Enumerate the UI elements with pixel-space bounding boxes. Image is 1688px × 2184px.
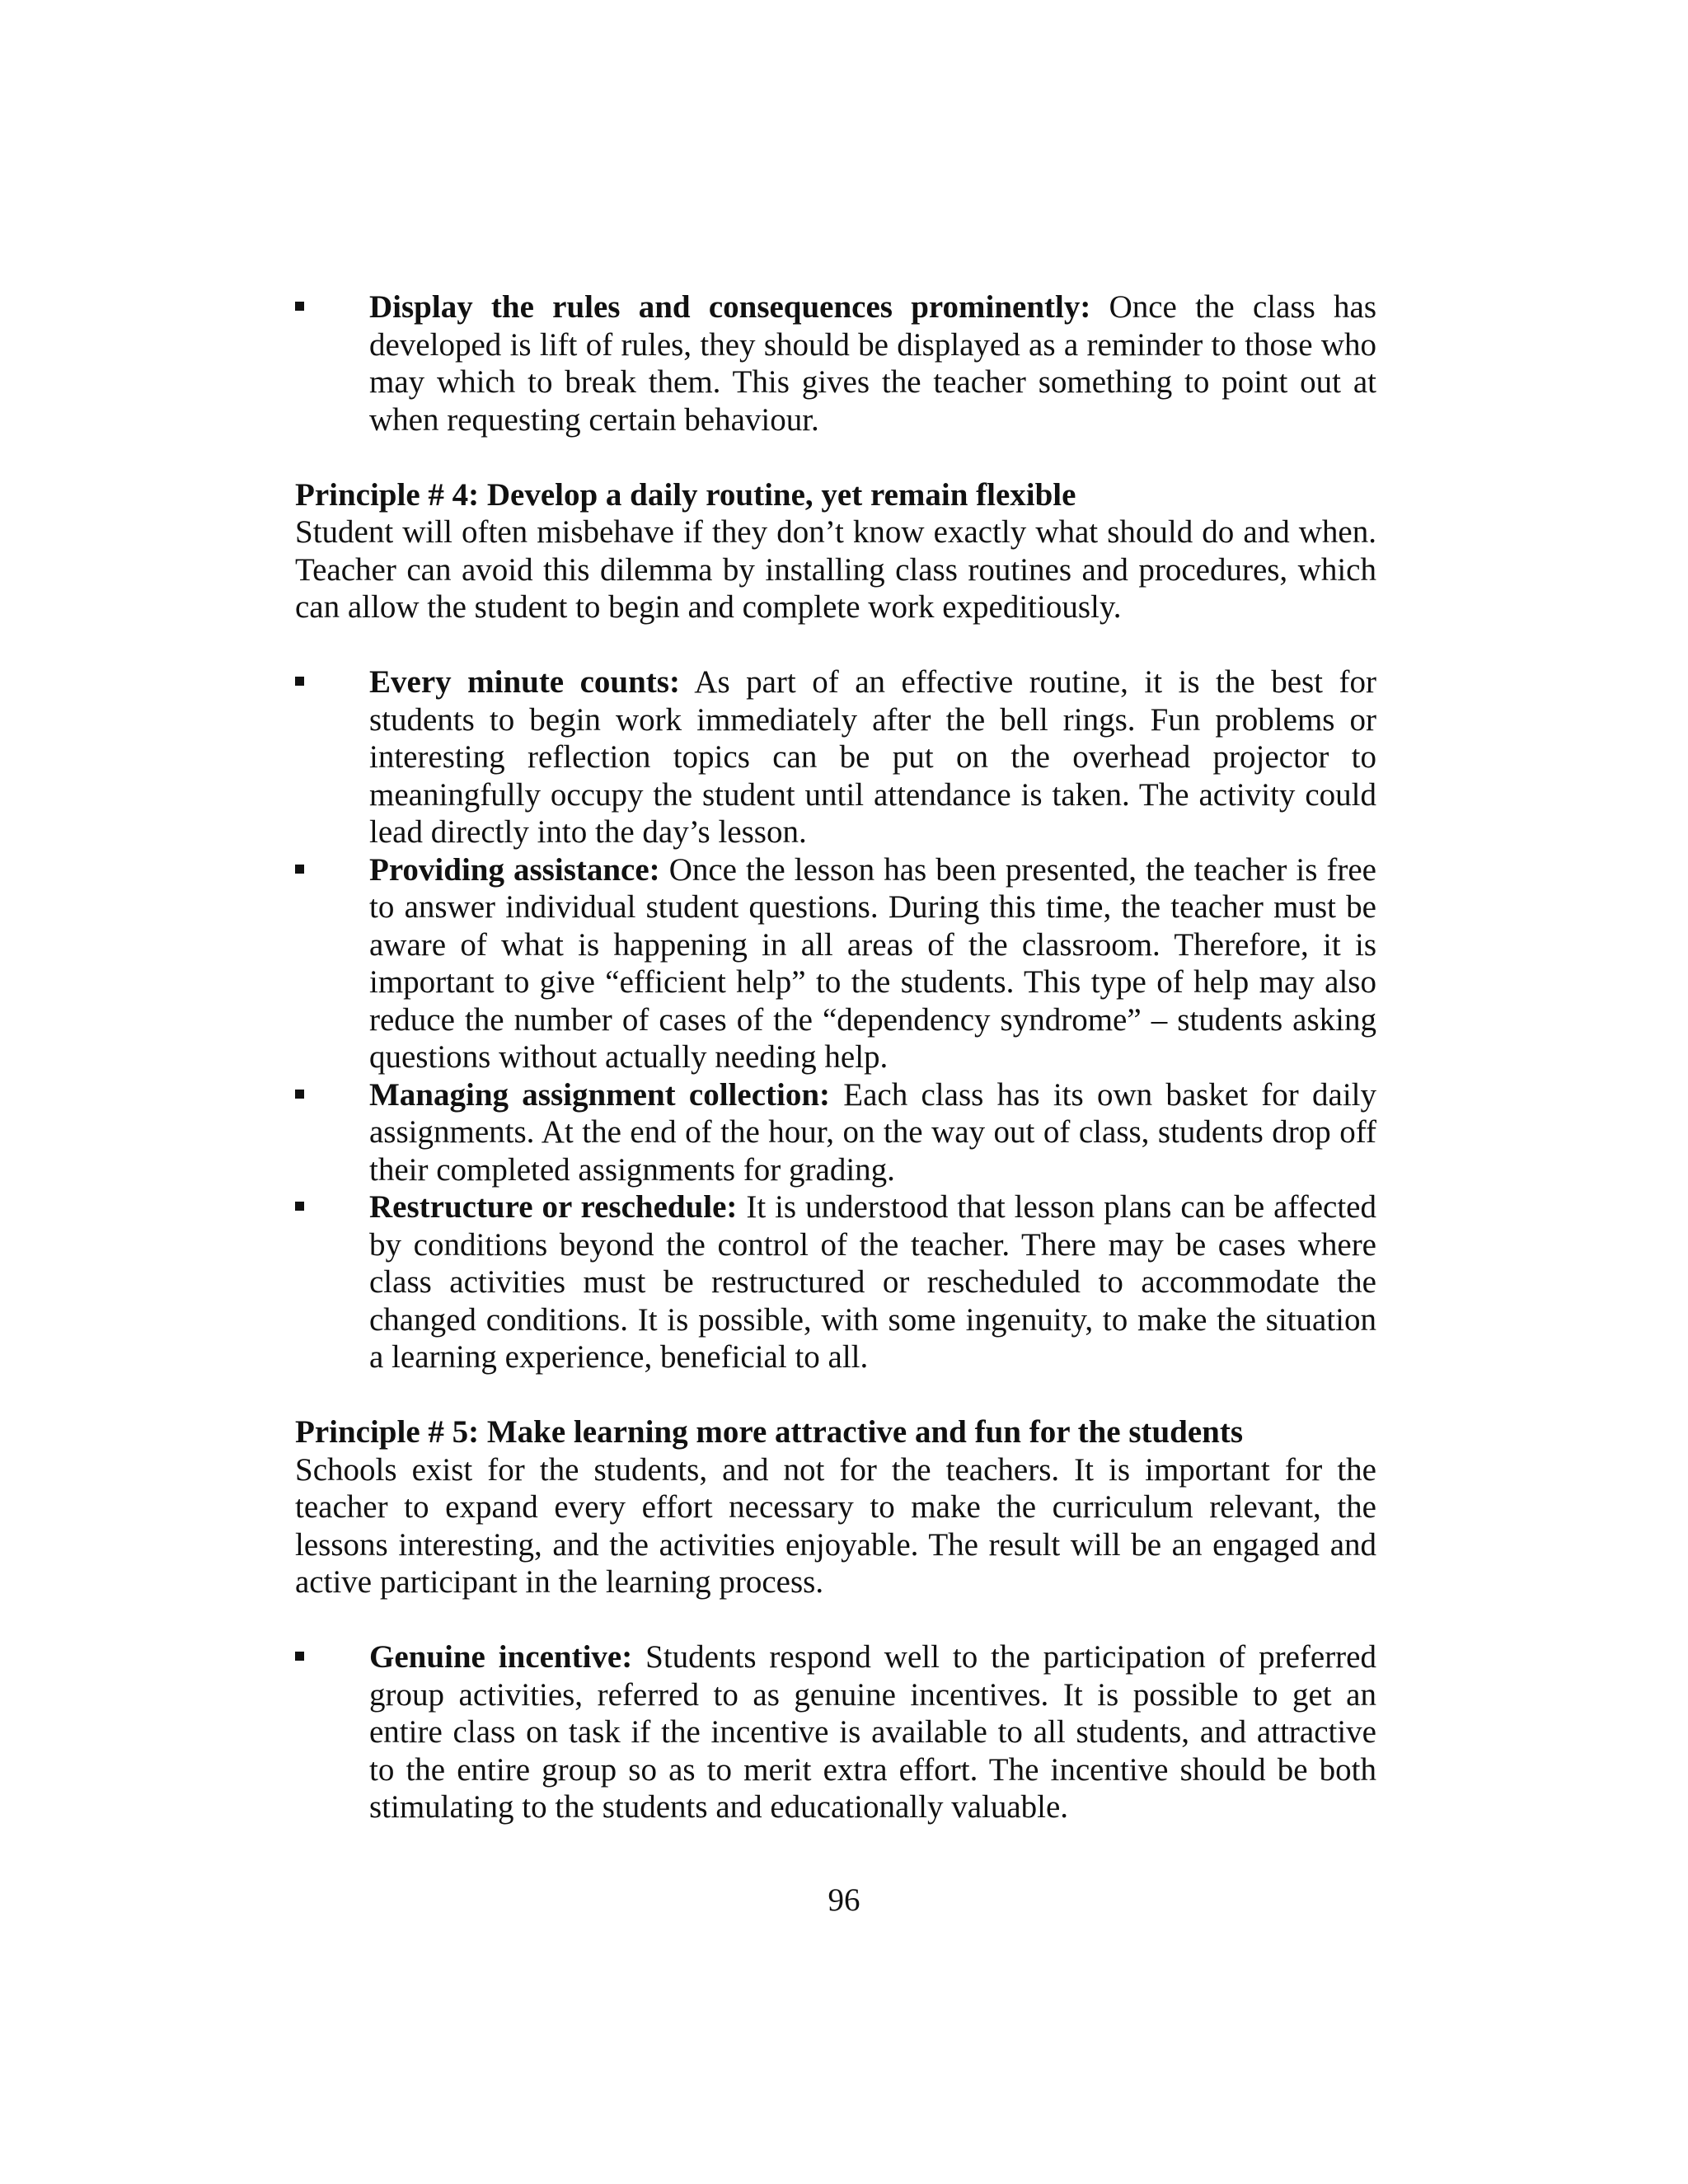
square-bullet-icon <box>295 302 304 311</box>
bullet-term: Providing assistance: <box>369 851 660 888</box>
principle-5-heading: Principle # 5: Make learning more attractive and fun for the students <box>295 1414 1244 1450</box>
bullet-term: Genuine incentive: <box>369 1639 633 1675</box>
principle-4-bullet-list <box>295 663 1376 1376</box>
page-number: 96 <box>828 1882 860 1918</box>
bullet-genuine-incentive <box>295 1638 1376 1826</box>
bullet-text: It is understood that lesson plans can be affected by conditions beyond the control of the teacher. There may be cases where class activities must be restructured or rescheduled to accommodate the changed conditions. It is possible, with some ingenuity, to make the situation a learning experience, beneficial to all. <box>369 1189 1376 1375</box>
bullet-term: Display the rules and consequences prominently: <box>369 289 1091 325</box>
bullet-text: Each class has its own basket for daily assignments. At the end of the hour, on the way out of class, students drop off their completed assignments for grading. <box>369 1076 1376 1188</box>
bullet-term: Restructure or reschedule: <box>369 1189 738 1225</box>
bullet-text: Students respond well to the participation of preferred group activities, referred to as genuine incentives. It is possible to get an entire class on task if the incentive is available to all students, and attractive to the entire group so as to merit extra effort. The incentive should be both stimulating to the students and educationally valuable. <box>369 1639 1376 1825</box>
square-bullet-icon <box>295 1090 304 1099</box>
principle-5-bullet-list <box>295 1638 1376 1826</box>
spacer <box>295 1376 1376 1414</box>
bullet-display-rules <box>295 288 1376 438</box>
bullet-every-minute-counts <box>295 663 1376 851</box>
bullet-term: Managing assignment collection: <box>369 1076 831 1113</box>
spacer <box>295 438 1376 476</box>
spacer <box>295 1601 1376 1639</box>
square-bullet-icon <box>295 1202 304 1211</box>
rules-bullet-list <box>295 288 1376 438</box>
principle-4-heading: Principle # 4: Develop a daily routine, yet remain flexible <box>295 476 1076 513</box>
principle-5-paragraph: Schools exist for the students, and not for the teachers. It is important for the teacher to expand every effort necessary to make the curriculum relevant, the lessons interesting, and the activities enjoyable. The result will be an engaged and active participant in the learning process. <box>295 1451 1376 1600</box>
square-bullet-icon <box>295 865 304 874</box>
bullet-providing-assistance <box>295 851 1376 1076</box>
principle-4-paragraph: Student will often misbehave if they don’t know exactly what should do and when. Teacher can avoid this dilemma by installing class routines and procedures, which can allow the student to begin and complete work expeditiously. <box>295 514 1376 625</box>
square-bullet-icon <box>295 677 304 686</box>
bullet-term: Every minute counts: <box>369 664 680 700</box>
bullet-text: Once the lesson has been presented, the teacher is free to answer individual student questions. During this time, the teacher must be aware of what is happening in all areas of the classroom. Therefore, it is important to give “efficient help” to the students. This type of help may also reduce the number of cases of the “dependency syndrome” – students asking questions without actually needing help. <box>369 851 1376 1075</box>
spacer <box>295 626 1376 664</box>
bullet-managing-assignment-collection <box>295 1076 1376 1189</box>
bullet-restructure-or-reschedule <box>295 1188 1376 1376</box>
square-bullet-icon <box>295 1652 304 1661</box>
document-body <box>295 288 1376 1826</box>
bullet-text: As part of an effective routine, it is the best for students to begin work immediately after the bell rings. Fun problems or interesting reflection topics can be put on the overhead projector to meaningfully occupy the student until attendance is taken. The activity could lead directly into the day’s lesson. <box>369 664 1376 850</box>
bullet-text: Once the class has developed is lift of rules, they should be displayed as a reminder to those who may which to break them. This gives the teacher something to point out at when requesting certain behaviour. <box>369 289 1376 438</box>
